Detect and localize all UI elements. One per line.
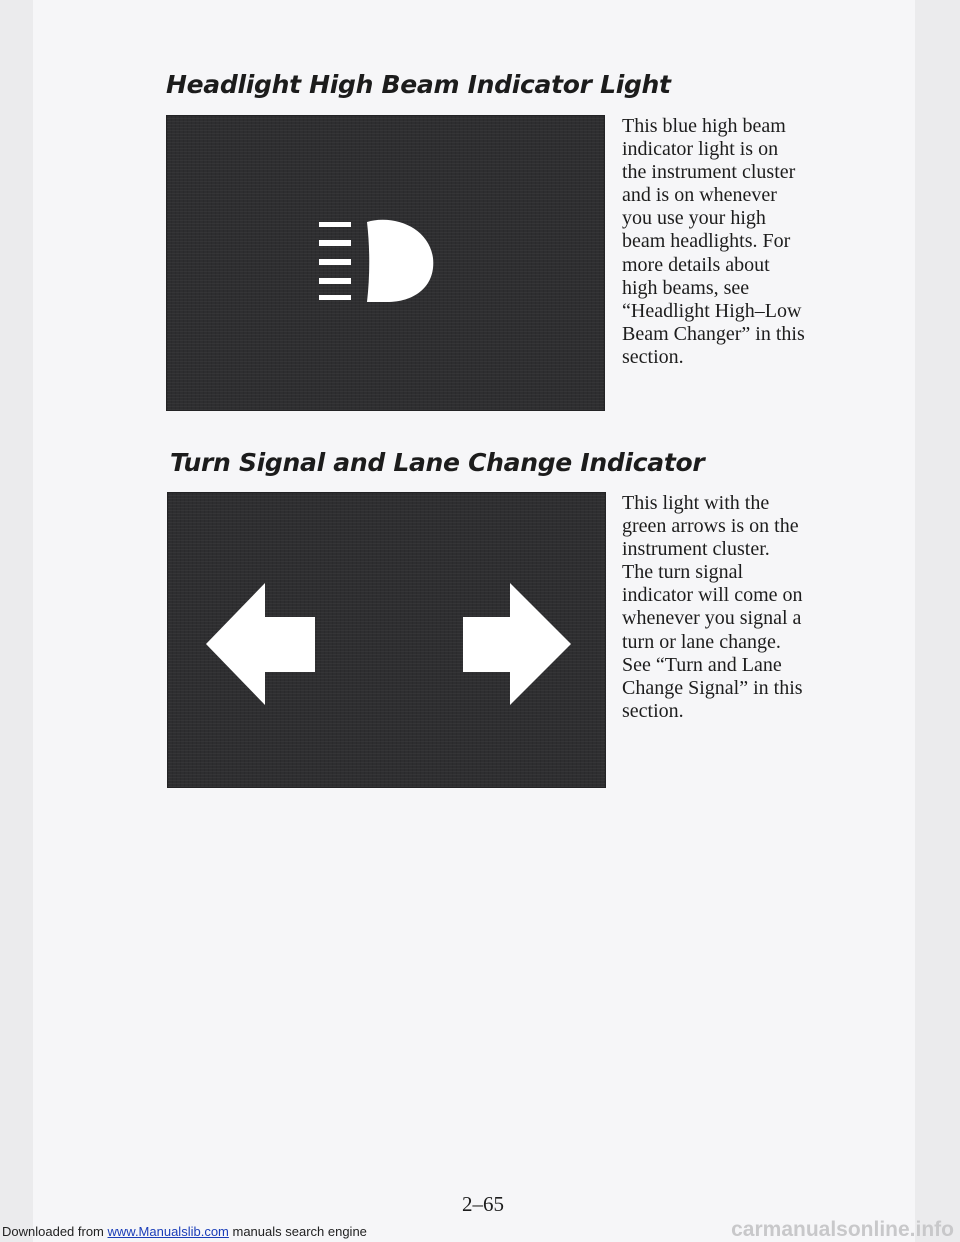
text-line: indicator will come on [622,584,803,607]
footer-prefix: Downloaded from [2,1224,108,1239]
text-line: This light with the [622,492,770,514]
text-line: See “Turn and Lane [622,653,782,676]
turn-signal-indicator-image [167,492,606,788]
manual-page [33,0,915,1242]
text-line: more details about [622,253,770,276]
watermark: carmanualsonline.info [731,1218,954,1241]
high-beam-icon [167,116,604,410]
text-line: the instrument cluster [622,161,796,184]
text-line: turn or lane change. [622,630,781,653]
turn-signal-description [622,492,803,723]
section-heading-high-beam: Headlight High Beam Indicator Light [166,70,671,99]
text-line: green arrows is on the [622,515,799,538]
turn-arrows-icon [168,493,605,787]
text-line: This blue high beam [622,115,786,137]
text-line: Beam Changer” in this [622,322,805,345]
page-number: 2–65 [462,1192,504,1216]
high-beam-description [622,115,805,369]
text-line: section. [622,699,684,722]
text-line: instrument cluster. [622,538,770,561]
download-footer [2,1224,367,1239]
footer-suffix: manuals search engine [228,1224,367,1239]
manualslib-link[interactable]: www.Manualslib.com [107,1224,229,1239]
text-line: “Headlight High–Low [622,299,802,322]
section-heading-turn-signal: Turn Signal and Lane Change Indicator [170,448,705,477]
text-line: and is on whenever [622,184,777,207]
high-beam-indicator-image [166,115,605,411]
text-line: high beams, see [622,276,750,299]
text-line: The turn signal [622,561,744,584]
text-line: indicator light is on [622,138,779,161]
text-line: beam headlights. For [622,230,791,253]
text-line: you use your high [622,207,766,230]
text-line: whenever you signal a [622,607,802,630]
text-line: Change Signal” in this [622,676,803,699]
text-line: section. [622,345,684,368]
